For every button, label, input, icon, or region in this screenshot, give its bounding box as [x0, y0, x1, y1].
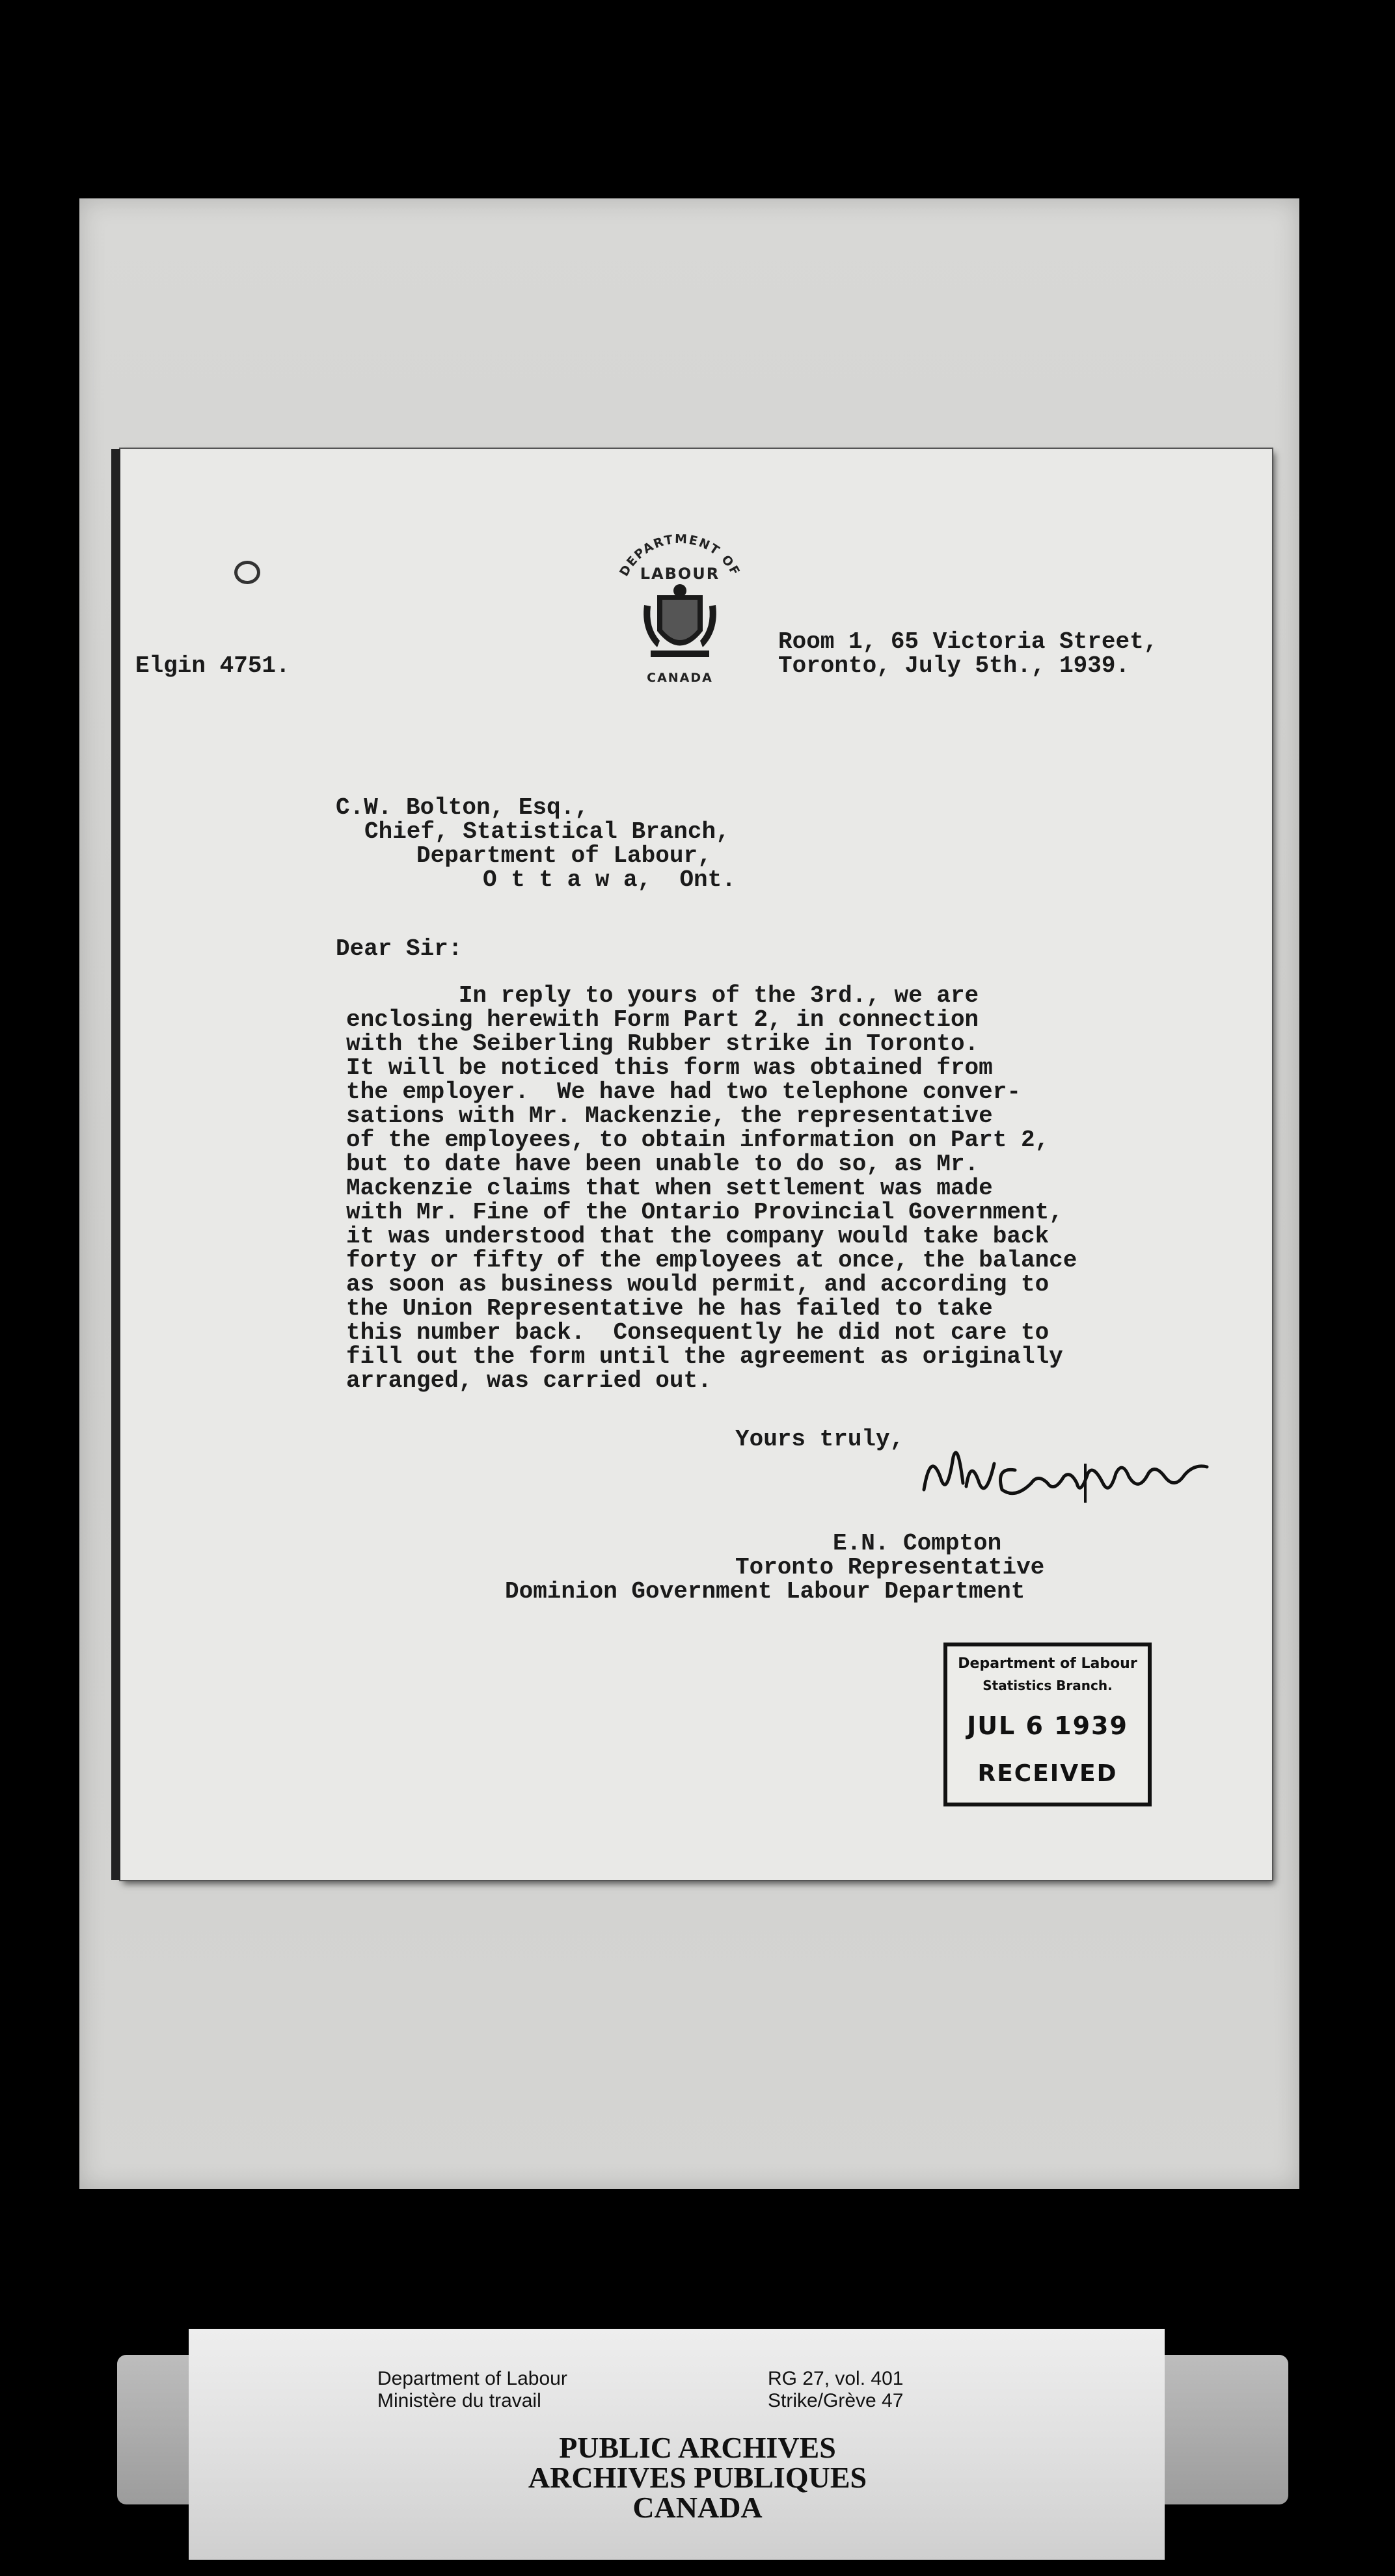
body-line: enclosing herewith Form Part 2, in connection: [346, 1006, 979, 1033]
sender-address-line-2: Toronto, July 5th., 1939.: [778, 652, 1130, 679]
recipient-line-2: Chief, Statistical Branch,: [364, 818, 730, 845]
salutation: Dear Sir:: [336, 935, 463, 962]
archive-title-fr: ARCHIVES PUBLIQUES: [528, 2461, 867, 2494]
archive-dept-en: Department of Labour: [377, 2368, 567, 2389]
signature-title: Toronto Representative: [735, 1554, 1045, 1581]
body-line: with Mr. Fine of the Ontario Provincial Government,: [346, 1199, 1063, 1226]
archive-title: [0, 2433, 1395, 2523]
signature-name: E.N. Compton: [833, 1530, 1002, 1557]
archive-title-country: CANADA: [632, 2491, 763, 2524]
stamp-line-2: Statistics Branch.: [982, 1678, 1113, 1693]
body-line: this number back. Consequently he did not care to: [346, 1319, 1050, 1346]
archive-right-text: [768, 2368, 903, 2412]
recipient-line-4: O t t a w a, Ont.: [483, 866, 736, 893]
body-line: forty or fifty of the employees at once, the balance: [346, 1247, 1077, 1274]
phone-number: Elgin 4751.: [135, 652, 290, 679]
body-line: fill out the form until the agreement as originally: [346, 1343, 1063, 1370]
body-line: it was understood that the company would take back: [346, 1223, 1050, 1250]
stamp-line-1: Department of Labour: [958, 1656, 1137, 1672]
recipient-line-1: C.W. Bolton, Esq.,: [336, 794, 589, 821]
department-seal-icon: [605, 533, 755, 696]
seal-bottom-text: CANADA: [647, 671, 713, 685]
recipient-line-3: Department of Labour,: [416, 842, 712, 869]
body-line: In reply to yours of the 3rd., we are: [346, 982, 979, 1009]
seal-top-text: DEPARTMENT OF: [617, 533, 743, 579]
archive-reference: RG 27, vol. 401: [768, 2368, 904, 2389]
punch-hole: [234, 561, 260, 584]
body-line: as soon as business would permit, and according to: [346, 1271, 1050, 1298]
body-line: Mackenzie claims that when settlement was made: [346, 1175, 993, 1201]
received-stamp: [943, 1643, 1152, 1806]
body-line: arranged, was carried out.: [346, 1367, 712, 1394]
seal-mid-text: LABOUR: [640, 565, 720, 583]
archive-title-en: PUBLIC ARCHIVES: [559, 2431, 836, 2464]
archive-dept-fr: Ministère du travail: [377, 2390, 541, 2411]
stamp-date: JUL 6 1939: [967, 1711, 1128, 1740]
sender-address-line-1: Room 1, 65 Victoria Street,: [778, 628, 1158, 655]
body-line: sations with Mr. Mackenzie, the representative: [346, 1103, 993, 1129]
stamp-received: RECEIVED: [977, 1760, 1118, 1787]
body-line: It will be noticed this form was obtained from: [346, 1054, 993, 1081]
body-line: with the Seiberling Rubber strike in Toronto.: [346, 1030, 979, 1057]
body-line: of the employees, to obtain information on Part 2,: [346, 1127, 1050, 1153]
signature-department: Dominion Government Labour Department: [505, 1578, 1025, 1605]
closing: Yours truly,: [735, 1426, 904, 1453]
archive-left-text: [377, 2368, 567, 2412]
handwritten-signature-icon: [917, 1438, 1217, 1509]
body-line: the employer. We have had two telephone conver-: [346, 1079, 1021, 1105]
archive-strike-number: Strike/Grève 47: [768, 2390, 904, 2411]
body-line: but to date have been unable to do so, as Mr.: [346, 1151, 979, 1177]
body-line: the Union Representative he has failed to take: [346, 1295, 993, 1322]
